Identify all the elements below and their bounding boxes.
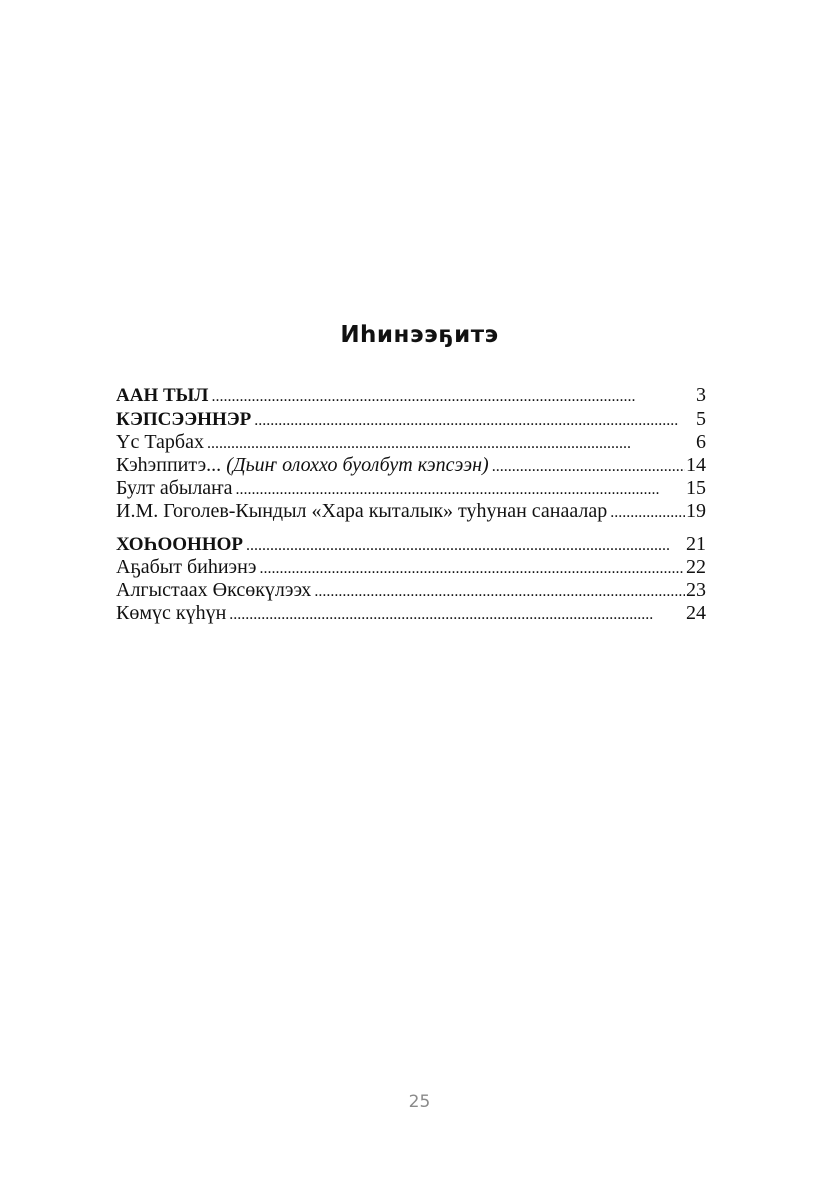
toc-leader-dots (236, 478, 685, 501)
toc-entry-subtitle: (Дьиҥ олоххо буолбут кэпсээн) (226, 454, 489, 476)
toc-entry-gogolev-kyndyl (116, 500, 706, 523)
toc-leader-dots (246, 534, 685, 558)
toc-page-number: 15 (686, 477, 706, 499)
toc-entry-label: И.М. Гоголев-Кындыл «Хара кыталык» туһунан санаалар (116, 500, 608, 522)
toc-leader-dots (229, 603, 685, 626)
toc-leader-dots (259, 557, 685, 580)
toc-entry-algystaah-oksokuleeh (116, 579, 706, 602)
toc-page-number: 23 (686, 579, 706, 601)
page-number: 25 (408, 1092, 431, 1112)
toc-entry-label: Аҕабыт биһиэнэ (116, 556, 257, 578)
toc-leader-dots (211, 385, 695, 409)
toc-leader-dots (314, 580, 685, 603)
toc-entry-keheppite (116, 454, 706, 477)
toc-page-number: 3 (696, 384, 706, 406)
toc-entry-kepseenner (116, 407, 706, 431)
toc-entry-label: Көмүс күһүн (116, 602, 227, 624)
toc-leader-dots (207, 432, 695, 455)
toc-leader-dots (254, 409, 695, 433)
toc-page-number: 21 (686, 533, 706, 555)
toc-entry-bult-abylanga (116, 477, 706, 500)
toc-entry-hohoonnor (116, 532, 706, 556)
toc-page-number: 5 (696, 408, 706, 430)
toc-leader-dots (492, 455, 685, 478)
toc-page-number: 22 (686, 556, 706, 578)
toc-page-number: 14 (686, 454, 706, 476)
toc-page-number: 19 (686, 500, 706, 522)
toc-entry-komus-kuhun (116, 602, 706, 625)
toc-page-number: 24 (686, 602, 706, 624)
page-title: Иһинээҕитэ (340, 322, 499, 348)
toc-page-number: 6 (696, 431, 706, 453)
toc-entry-label: Үс Тарбах (116, 431, 204, 453)
toc-entry-aan-tyl (116, 383, 706, 407)
toc-entry-us-tarbah (116, 431, 706, 454)
toc-entry-label: ААН ТЫЛ (116, 385, 209, 406)
toc-entry-label: Кэһэппитэ... (Дьиҥ олоххо буолбут кэпсээн) (116, 454, 489, 476)
toc-entry-agabyt-bihiene (116, 556, 706, 579)
table-of-contents (116, 383, 706, 625)
toc-entry-label: Булт абылаҥа (116, 477, 233, 499)
toc-leader-dots (610, 501, 685, 524)
toc-entry-label: ХОҺООННОР (116, 534, 243, 555)
toc-entry-label: Алгыстаах Өксөкүлээх (116, 579, 312, 601)
toc-entry-label: КЭПСЭЭННЭР (116, 409, 252, 430)
